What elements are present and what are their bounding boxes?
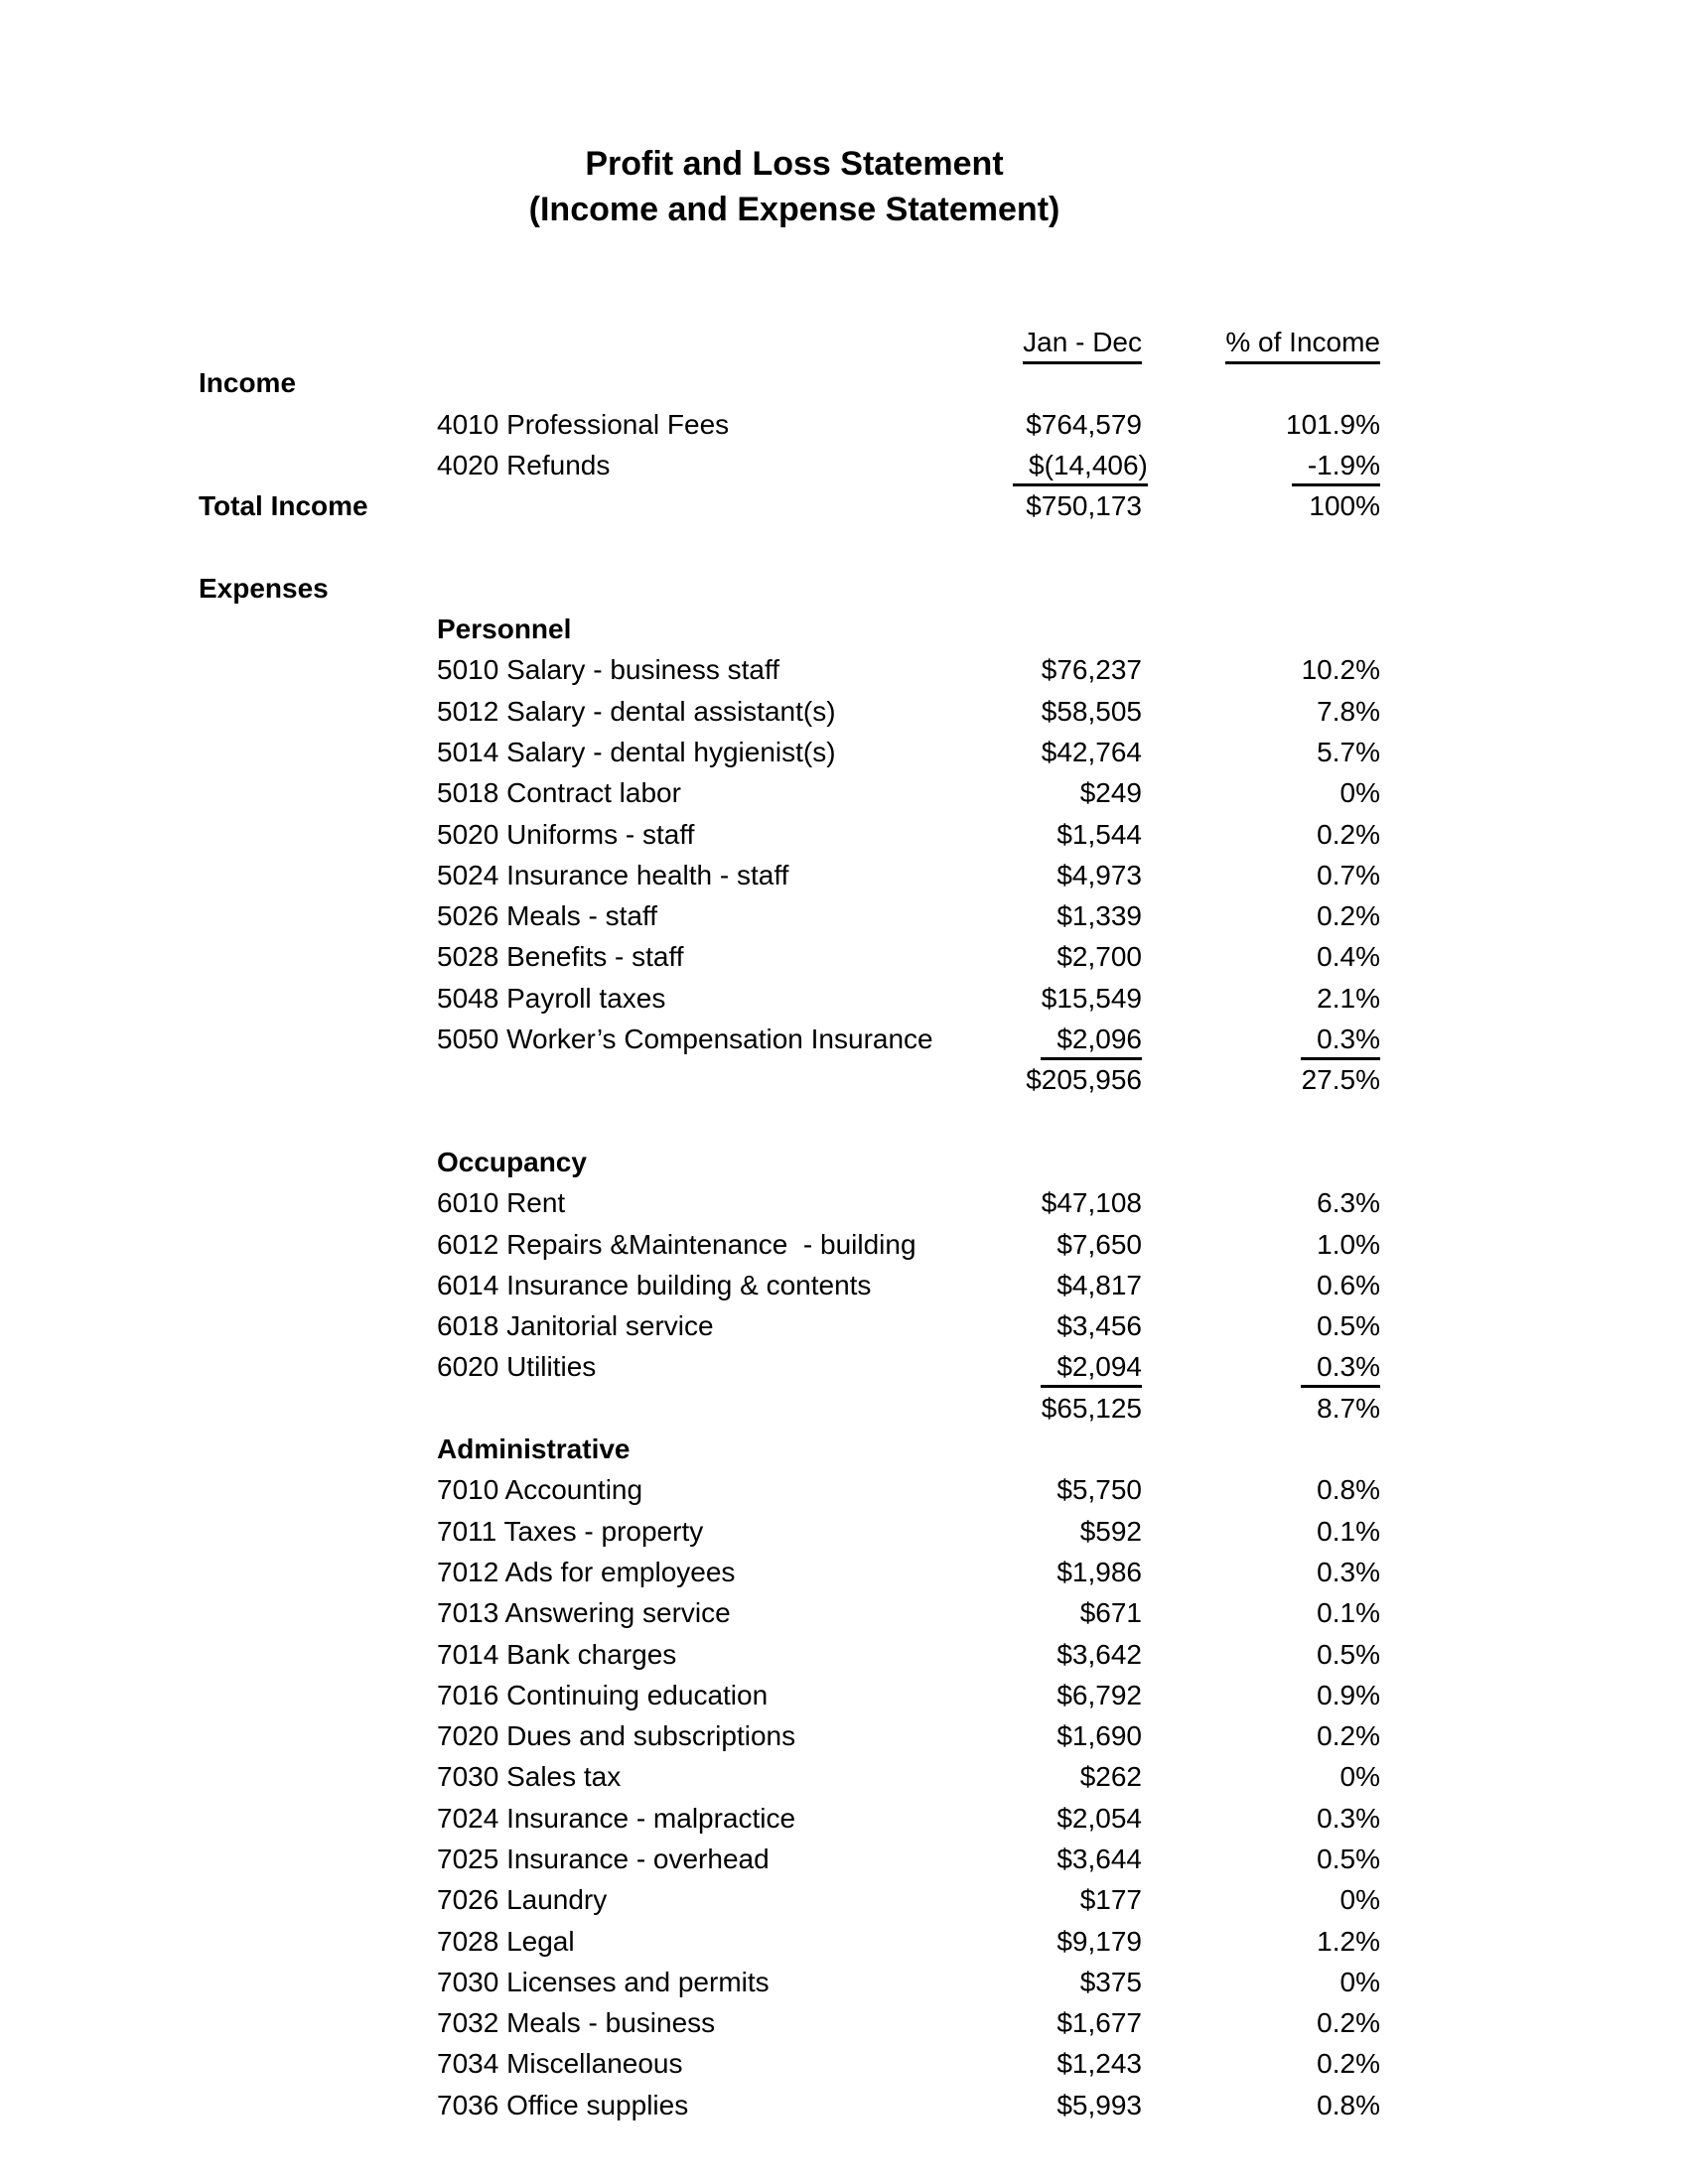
row-percent: 101.9% [1286,408,1380,440]
row-label: 5026 Meals - staff [437,900,658,932]
table-row [199,1798,1380,1839]
row-percent: 2.1% [1317,982,1380,1014]
row-percent: 0.2% [1317,818,1380,850]
row-amount: $4,973 [1056,859,1142,890]
row-percent: 0% [1339,1966,1380,1997]
subtotal-percent: 27.5% [1301,1064,1380,1096]
row-label: 6020 Utilities [437,1351,597,1383]
row-label: 7016 Continuing education [437,1679,769,1710]
row-percent: -1.9% [1142,445,1380,485]
row-percent: 0.4% [1317,941,1380,973]
row-label: 7026 Laundry [437,1884,608,1916]
table-row [199,1839,1380,1879]
row-amount: $3,642 [1056,1638,1142,1670]
row-label: 5028 Benefits - staff [437,941,684,973]
table-row [199,1182,1380,1223]
row-label: 4010 Professional Fees [437,408,730,440]
row-amount: $58,505 [1041,695,1142,727]
row-label: 5020 Uniforms - staff [437,818,695,850]
row-percent: 0.7% [1317,859,1380,890]
subtotal-row-personnel [199,1059,1380,1100]
row-label: 6018 Janitorial service [437,1310,714,1342]
row-amount: $375 [1079,1966,1142,1997]
row-label: 7036 Office supplies [437,2089,689,2120]
row-percent: 0.5% [1317,1638,1380,1670]
row-percent: 0.8% [1317,1474,1380,1506]
group-header-occupancy [199,1142,1380,1182]
row-percent: 0.2% [1317,1720,1380,1752]
table-row [199,2085,1380,2125]
row-percent: 6.3% [1317,1187,1380,1219]
row-percent: 1.2% [1317,1925,1380,1957]
row-label: 5012 Salary - dental assistant(s) [437,695,836,727]
row-amount: $1,690 [1056,1720,1142,1752]
row-amount: $6,792 [1056,1679,1142,1710]
row-percent: 0% [1339,1761,1380,1793]
table-row [199,814,1380,855]
row-label: 7025 Insurance - overhead [437,1843,770,1874]
spacer-row [199,526,1380,567]
row-amount: $1,986 [1056,1556,1142,1587]
table-row [199,1675,1380,1715]
table-row [199,2043,1380,2084]
table-row [199,895,1380,936]
total-income-row [199,485,1380,526]
table-row [199,936,1380,977]
row-percent: 0% [1339,777,1380,809]
table-row [199,691,1380,732]
group-label: Personnel [437,614,572,645]
row-percent: 0.3% [1317,1556,1380,1587]
statement-sheet [199,322,1380,2125]
column-header-percent: % of Income [1142,322,1380,362]
row-label: 4020 Refunds [437,449,611,480]
table-row [199,404,1380,445]
row-label: 7011 Taxes - property [437,1515,704,1547]
row-percent: 0.5% [1317,1843,1380,1874]
row-amount: $(14,406) [1013,445,1142,485]
table-row [199,978,1380,1019]
row-amount: $671 [1079,1597,1142,1629]
section-label: Expenses [199,572,329,604]
row-label: 6014 Insurance building & contents [437,1269,872,1300]
subtotal-amount: $65,125 [1041,1392,1142,1424]
row-amount: $1,339 [1056,900,1142,932]
table-row [199,1552,1380,1592]
row-amount: $5,993 [1056,2089,1142,2120]
total-income-label: Total Income [199,490,368,522]
row-amount: $5,750 [1056,1474,1142,1506]
spacer [0,232,1688,322]
row-label: 7012 Ads for employees [437,1556,736,1587]
row-label: 7030 Sales tax [437,1761,622,1793]
row-percent: 0.9% [1317,1679,1380,1710]
table-row [199,2002,1380,2043]
row-percent: 10.2% [1301,654,1380,686]
table-row [199,445,1380,485]
row-amount: $76,237 [1041,654,1142,686]
row-percent: 0.2% [1317,2007,1380,2039]
row-label: 5018 Contract labor [437,777,681,809]
row-amount: $177 [1079,1884,1142,1916]
table-row [199,1592,1380,1633]
row-label: 5050 Worker’s Compensation Insurance [437,1024,933,1055]
table-row [199,1305,1380,1346]
section-label: Income [199,367,297,399]
row-label: 7020 Dues and subscriptions [437,1720,796,1752]
row-percent: 0.3% [1142,1346,1380,1387]
row-label: 7028 Legal [437,1925,575,1957]
group-label: Occupancy [437,1146,587,1177]
row-percent: 0.5% [1317,1310,1380,1342]
row-label: 7010 Accounting [437,1474,643,1506]
document-title: Profit and Loss Statement [585,145,1004,183]
row-amount: $2,094 [1013,1346,1142,1387]
table-row [199,1756,1380,1797]
subtotal-percent: 8.7% [1317,1392,1380,1424]
table-row [199,1634,1380,1675]
section-header-income [199,362,1380,403]
group-header-administrative [199,1429,1380,1469]
row-amount: $592 [1079,1515,1142,1547]
row-amount: $2,700 [1056,941,1142,973]
row-label: 6010 Rent [437,1187,566,1219]
row-label: 5014 Salary - dental hygienist(s) [437,736,836,767]
row-amount: $3,456 [1056,1310,1142,1342]
row-amount: $15,549 [1041,982,1142,1014]
subtotal-amount: $205,956 [1026,1064,1142,1096]
row-percent: 0.1% [1317,1597,1380,1629]
table-row [199,1511,1380,1552]
row-amount: $3,644 [1056,1843,1142,1874]
spacer-row [199,1101,1380,1142]
row-amount: $262 [1079,1761,1142,1793]
row-amount: $47,108 [1041,1187,1142,1219]
row-label: 7024 Insurance - malpractice [437,1802,796,1834]
row-percent: 1.0% [1317,1228,1380,1260]
row-percent: 0.3% [1317,1802,1380,1834]
row-amount: $750,173 [1026,490,1142,522]
table-row [199,772,1380,813]
row-percent: 7.8% [1317,695,1380,727]
table-row [199,1019,1380,1059]
row-amount: $2,054 [1056,1802,1142,1834]
row-percent: 5.7% [1317,736,1380,767]
table-row [199,1265,1380,1305]
table-row [199,1962,1380,2002]
table-row [199,855,1380,895]
row-label: 5010 Salary - business staff [437,654,780,686]
row-percent: 0.2% [1317,2048,1380,2080]
row-label: 7032 Meals - business [437,2007,716,2039]
table-row [199,1921,1380,1962]
document-title-block [0,141,1589,232]
row-label: 7014 Bank charges [437,1638,677,1670]
row-percent: 0.2% [1317,900,1380,932]
row-percent: 0.8% [1317,2089,1380,2120]
row-amount: $7,650 [1056,1228,1142,1260]
row-amount: $249 [1079,777,1142,809]
table-row [199,649,1380,690]
row-percent: 0.1% [1317,1515,1380,1547]
table-row [199,1346,1380,1387]
row-amount: $42,764 [1041,736,1142,767]
row-label: 5024 Insurance health - staff [437,859,789,890]
section-header-expenses [199,568,1380,609]
row-amount: $1,243 [1056,2048,1142,2080]
row-percent: 0.6% [1317,1269,1380,1300]
row-amount: $1,544 [1056,818,1142,850]
row-percent: 0.3% [1142,1019,1380,1059]
row-label: 7030 Licenses and permits [437,1966,770,1997]
table-row [199,1879,1380,1920]
row-amount: $2,096 [1013,1019,1142,1059]
group-label: Administrative [437,1433,631,1465]
row-amount: $1,677 [1056,2007,1142,2039]
row-percent: 0% [1339,1884,1380,1916]
row-label: 5048 Payroll taxes [437,982,666,1014]
row-percent: 100% [1309,490,1380,522]
table-row [199,1715,1380,1756]
row-amount: $9,179 [1056,1925,1142,1957]
subtotal-row-occupancy [199,1388,1380,1429]
row-amount: $4,817 [1056,1269,1142,1300]
document-subtitle: (Income and Expense Statement) [528,191,1060,228]
row-label: 7013 Answering service [437,1597,731,1629]
group-header-personnel [199,609,1380,649]
column-header-row [199,322,1380,362]
row-amount: $764,579 [1026,408,1142,440]
row-label: 7034 Miscellaneous [437,2048,683,2080]
table-row [199,732,1380,772]
column-header-period: Jan - Dec [1013,322,1142,362]
row-label: 6012 Repairs &Maintenance - building [437,1228,916,1260]
table-row [199,1469,1380,1510]
table-row [199,1224,1380,1265]
